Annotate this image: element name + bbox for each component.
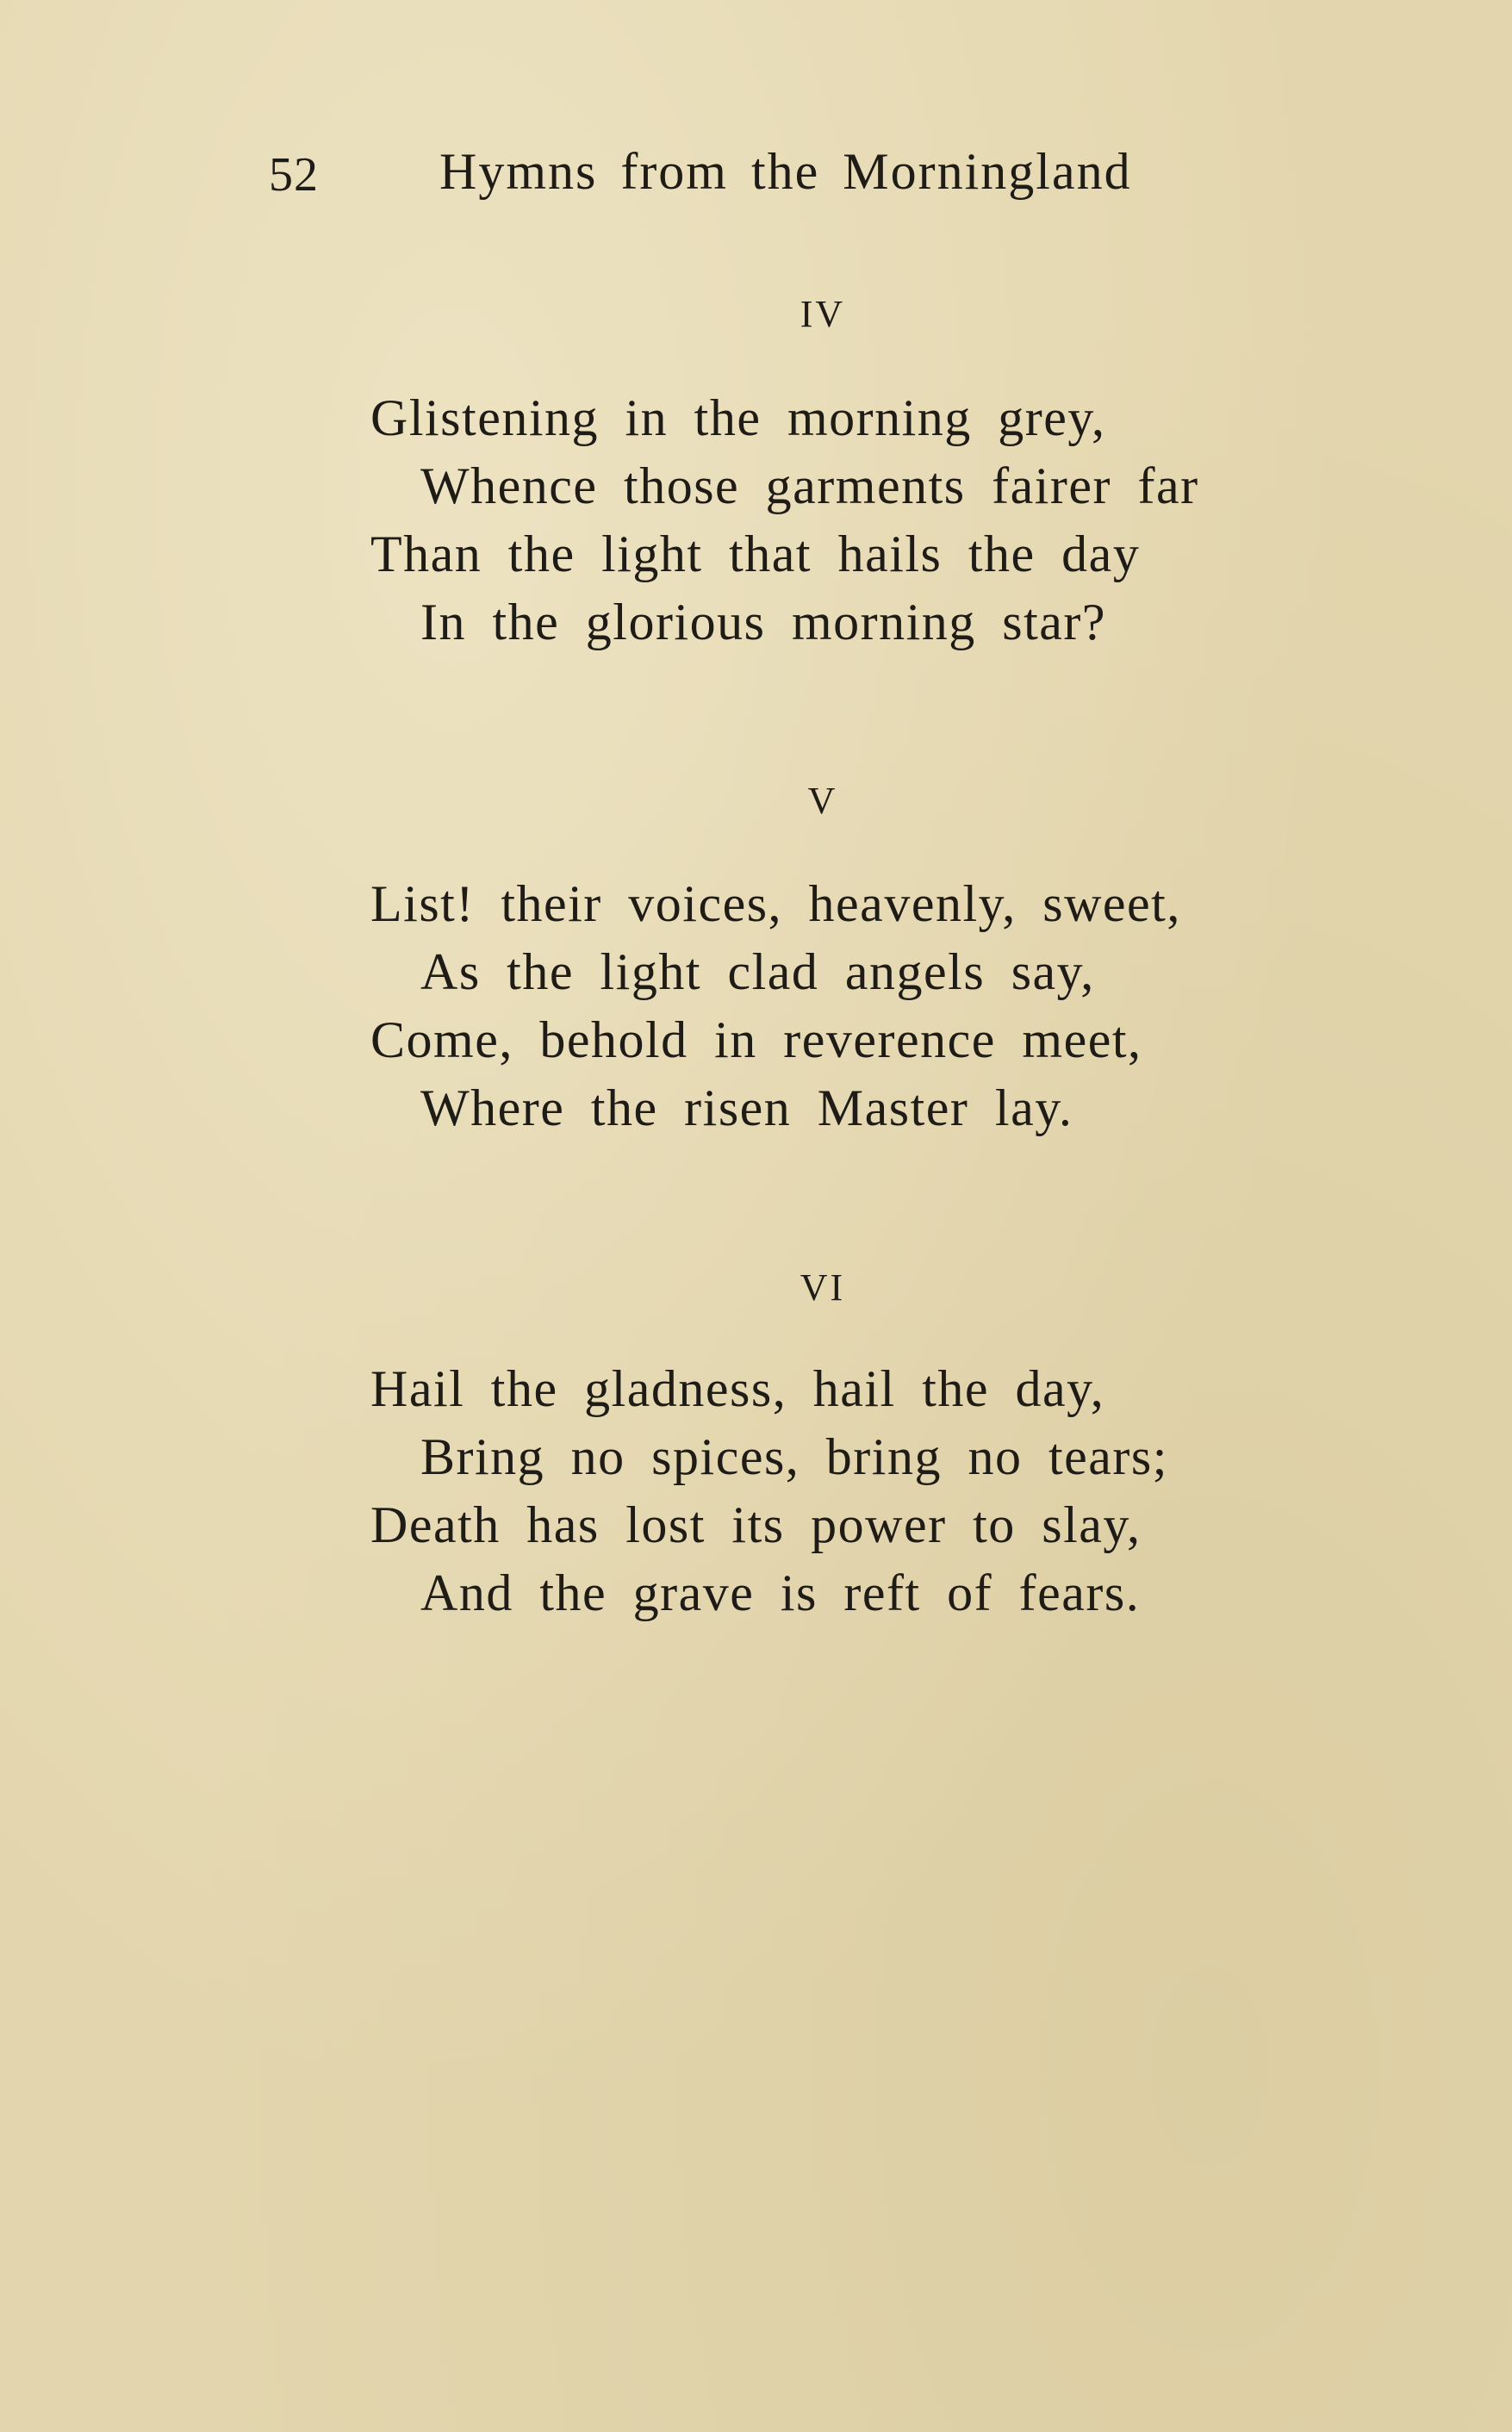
page-number: 52	[269, 148, 319, 202]
stanza-number-iv: IV	[800, 293, 846, 335]
stanza-line: Hail the gladness, hail the day,	[370, 1360, 1105, 1417]
stanza-line: Where the risen Master lay.	[420, 1079, 1073, 1136]
stanza-line: In the glorious morning star?	[420, 594, 1107, 650]
stanza-number-v: V	[807, 780, 838, 822]
running-head	[0, 145, 1512, 205]
stanza-number-vi: VI	[800, 1266, 846, 1309]
stanza-vi	[370, 1355, 1361, 1627]
stanza-line: And the grave is reft of fears.	[420, 1564, 1141, 1621]
stanza-line: Whence those garments fairer far	[420, 457, 1199, 514]
stanza-line: Death has lost its power to slay,	[370, 1496, 1142, 1553]
stanza-line: Than the light that hails the day	[370, 526, 1141, 582]
book-title: Hymns from the Morningland	[439, 143, 1132, 200]
stanza-line: Glistening in the morning grey,	[370, 389, 1106, 446]
stanza-line: Come, behold in reverence meet,	[370, 1011, 1142, 1068]
stanza-line: List! their voices, heavenly, sweet,	[370, 875, 1181, 932]
stanza-v	[370, 870, 1361, 1142]
stanza-iv	[370, 384, 1361, 656]
stanza-line: As the light clad angels say,	[420, 943, 1095, 1000]
stanza-line: Bring no spices, bring no tears;	[420, 1428, 1168, 1485]
